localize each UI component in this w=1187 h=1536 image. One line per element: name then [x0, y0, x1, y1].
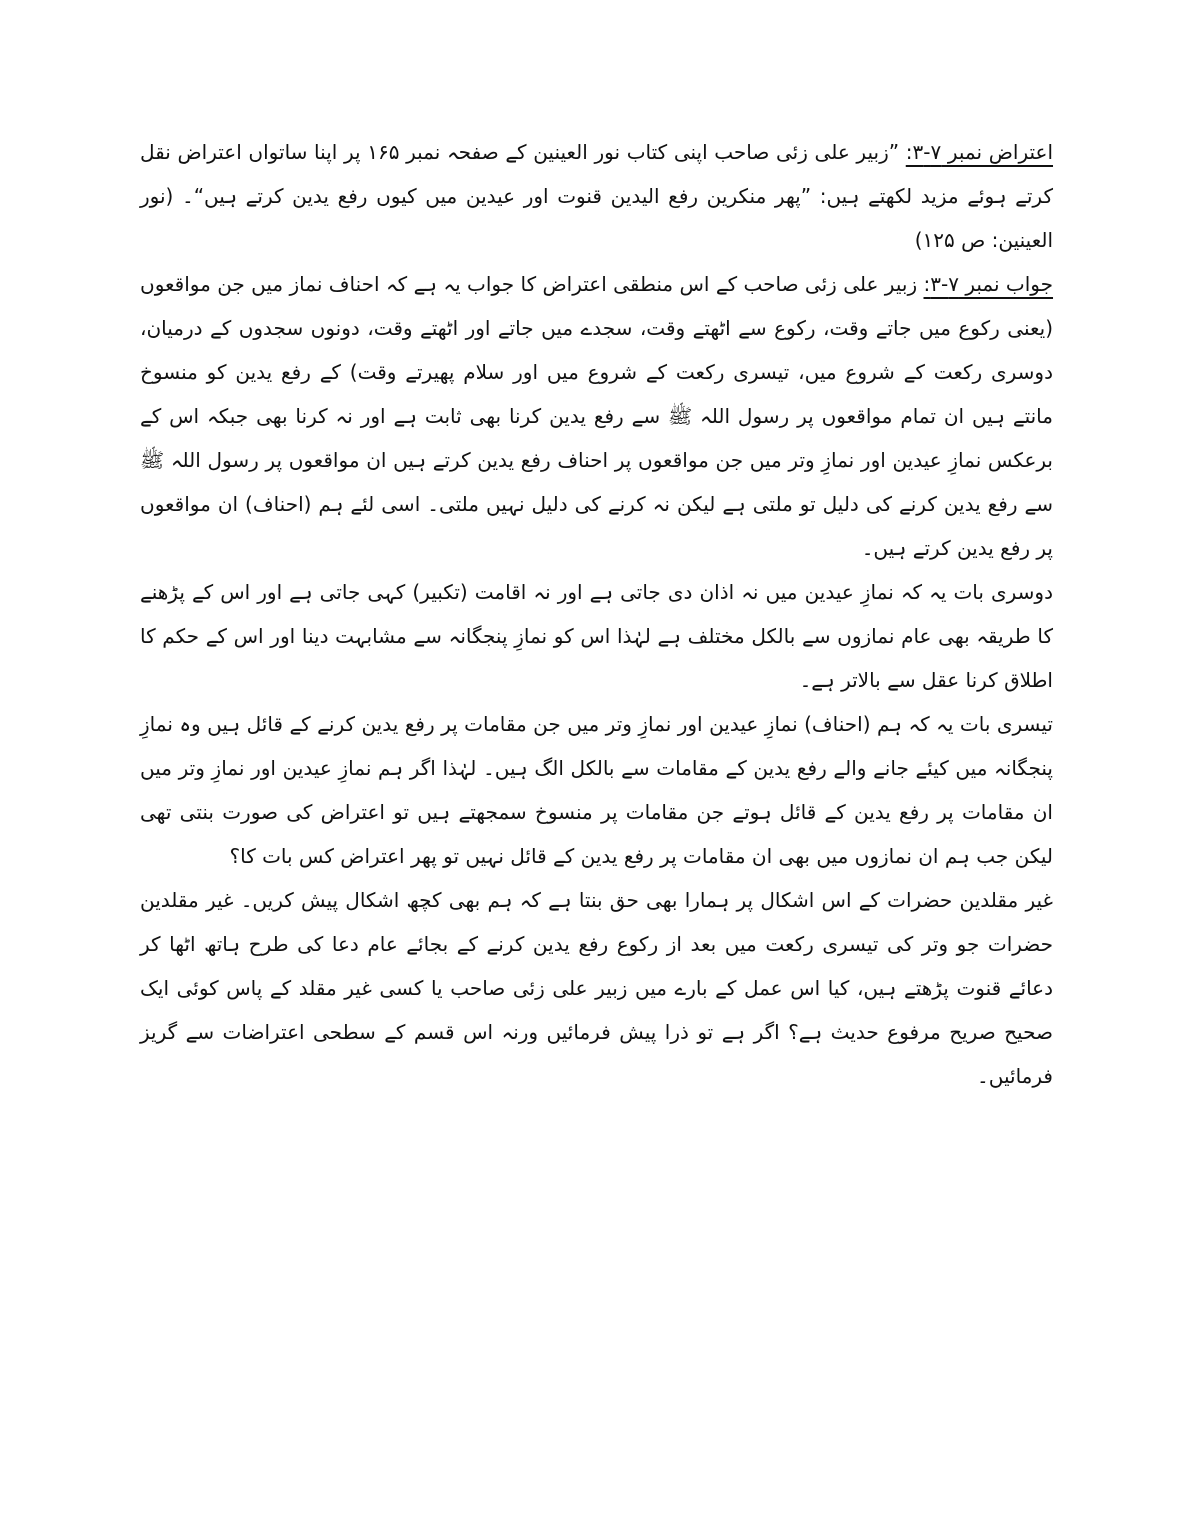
objection-text: ”زبیر علی زئی صاحب اپنی کتاب نور العینین کے صفحہ نمبر ۱۶۵ پر اپنا ساتواں اعتراض نقل کرتے ہوئے مزید لکھتے ہیں: ”پھر منکرین رفع الیدین قنوت اور عیدین میں کیوں رفع یدین کرتے ہیں“۔ (نور العینین: ص ۱۲۵) — [140, 140, 1053, 252]
answer-label: جواب نمبر ۷-۳: — [923, 272, 1054, 296]
third-point-paragraph: تیسری بات یہ کہ ہم (احناف) نمازِ عیدین اور نمازِ وتر میں جن مقامات پر رفع یدین کرنے کے قائل ہیں وہ نمازِ پنجگانہ میں کیئے جانے والے رفع یدین کے مقامات سے بالکل الگ ہیں۔ لہٰذا اگر ہم نمازِ عیدین اور نمازِ وتر میں ان مقامات پر رفع یدین کے قائل ہوتے جن مقامات پر منسوخ سمجھتے ہیں تو اعتراض کی صورت بنتی تھی لیکن جب ہم ان نمازوں میں بھی ان مقامات پر رفع یدین کے قائل نہیں تو پھر اعتراض کس بات کا؟ — [140, 712, 1053, 868]
answer-paragraph — [140, 262, 1053, 570]
objection-paragraph — [140, 130, 1053, 262]
second-point-paragraph: دوسری بات یہ کہ نمازِ عیدین میں نہ اذان دی جاتی ہے اور نہ اقامت (تکبیر) کہی جاتی ہے اور اس کے پڑھنے کا طریقہ بھی عام نمازوں سے بالکل مختلف ہے لہٰذا اس کو نمازِ پنجگانہ سے مشابہت دینا اور اس کے حکم کا اطلاق کرنا عقل سے بالاتر ہے۔ — [140, 580, 1053, 692]
answer-text: زبیر علی زئی صاحب کے اس منطقی اعتراض کا جواب یہ ہے کہ احناف نماز میں جن مواقعوں (یعنی رکوع میں جاتے وقت، رکوع سے اٹھتے وقت، سجدے میں جاتے اور اٹھتے وقت، دونوں سجدوں کے درمیان، دوسری رکعت کے شروع میں، تیسری رکعت کے شروع میں اور سلام پھیرتے وقت) کے رفع یدین کو منسوخ مانتے ہیں ان تمام مواقعوں پر رسول اللہ ﷺ سے رفع یدین کرنا بھی ثابت ہے اور نہ کرنا بھی جبکہ اس کے برعکس نمازِ عیدین اور نمازِ وتر میں جن مواقعوں پر احناف رفع یدین کرتے ہیں ان مواقعوں پر رسول اللہ ﷺ سے رفع یدین کرنے کی دلیل تو ملتی ہے لیکن نہ کرنے کی دلیل نہیں ملتی۔ اسی لئے ہم (احناف) ان مواقعوں پر رفع یدین کرتے ہیں۔ — [140, 272, 1053, 560]
counter-question-paragraph: غیر مقلدین حضرات کے اس اشکال پر ہمارا بھی حق بنتا ہے کہ ہم بھی کچھ اشکال پیش کریں۔ غیر مقلدین حضرات جو وتر کی تیسری رکعت میں بعد از رکوع رفع یدین کرنے کے بجائے عام دعا کی طرح ہاتھ اٹھا کر دعائے قنوت پڑھتے ہیں، کیا اس عمل کے بارے میں زبیر علی زئی صاحب یا کسی غیر مقلد کے پاس کوئی ایک صحیح صریح مرفوع حدیث ہے؟ اگر ہے تو ذرا پیش فرمائیں ورنہ اس قسم کے سطحی اعتراضات سے گریز فرمائیں۔ — [140, 888, 1054, 1088]
objection-label: اعتراض نمبر ۷-۳: — [905, 140, 1054, 164]
document-page — [140, 130, 1053, 1430]
